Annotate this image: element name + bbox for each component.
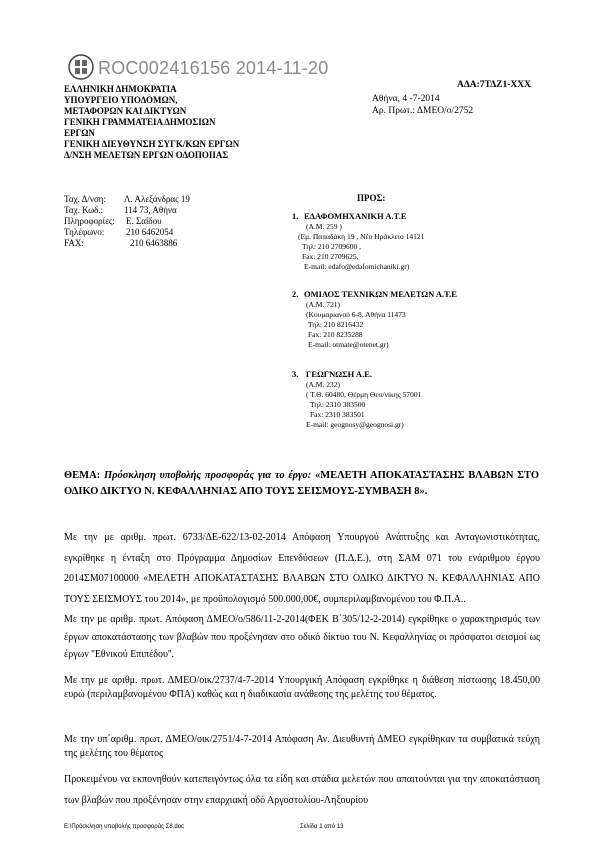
recipient-1: 1. ΕΔΑΦΟΜΗΧΑΝΙΚΗ Α.Τ.Ε (Α.Μ. 259 ) (Εμ. Παπαδάκη 19 , Νέο Ηράκλειο 14121 Τηλ: 210 2709600 , Fax: 210 2709625, E-mail: edafo@edafomichaniki.gr)	[292, 211, 425, 271]
paragraph-3: Με την με αριθμ. πρωτ. ΔΜΕΟ/οικ/2737/4-7-2014 Υπουργική Απόφαση εγκρίθηκε η διάθεση πίστωσης 18.450,00 ευρώ (περιλαμβανομένου ΦΠΑ) καθώς και η διαδικασία ανάθεσης της μελέτης του θέματος.	[64, 675, 540, 700]
recipient-name: ΓΕΩΓΝΩΣΗ Α.Ε.	[305, 369, 372, 379]
greek-emblem-icon	[68, 54, 94, 80]
sender-block	[64, 84, 239, 161]
contact-row: Τηλέφωνο: 210 6462054	[64, 227, 174, 237]
sender-line: ΕΡΓΩΝ	[64, 128, 95, 138]
subject-title: «ΜΕΛΕΤΗ ΑΠΟΚΑΤΑΣΤΑΣΗΣ ΒΛΑΒΩΝ ΣΤΟ ΟΔΙΚΟ ΔΙΚΤΥΟ Ν. ΚΕΦΑΛΛΗΝΙΑΣ ΑΠΟ ΤΟΥΣ ΣΕΙΣΜΟΥΣ-ΣΥΜΒΑΣΗ 8».	[64, 470, 540, 497]
sender-line: ΓΕΝΙΚΗ ΔΙΕΥΘΥΝΣΗ ΣΥΓΚ/ΚΩΝ ΕΡΓΩΝ	[64, 139, 240, 149]
footer-filename: E:\Πρόσκληση υποβολής προσφοράς Σ8.doc	[64, 824, 185, 830]
recipient-3: 3. ΓΕΩΓΝΩΣΗ Α.Ε. (Α.Μ. 232) ( Τ.Θ. 60480, Θέρμη Θεσ/νίκης 57001 Τηλ: 2310 383500 Fax: 2310 383501 E-mail: geognosy@geognosi.gr)	[292, 369, 422, 429]
subject-label: ΘΕΜΑ:	[64, 470, 101, 481]
contact-row: FAX: 210 6463886	[64, 238, 178, 248]
protocol-line: Αρ. Πρωτ.: ΔΜΕΟ/ο/2752	[372, 105, 474, 116]
paragraph-5: Προκειμένου να εκπονηθούν κατεπειγόντως όλα τα είδη και στάδια μελετών που απαιτούνται για την αποκατάσταση των βλαβών που προξένησαν στην επαρχιακή οδό Αργοστολίου-Ληξουρίου	[64, 774, 540, 806]
footer-page-number: Σελίδα 1 από 13	[300, 824, 344, 830]
sender-line: Δ/ΝΣΗ ΜΕΛΕΤΩΝ ΕΡΓΩΝ ΟΔΟΠΟΙΙΑΣ	[64, 150, 229, 160]
contact-row: Πληροφορίες: Ε. Σαΐδου	[64, 216, 162, 226]
paragraph-4: Με την υπ΄αριθμ. πρωτ. ΔΜΕΟ/οικ/2751/4-7-2014 Απόφαση Αν. Διευθυντή ΔΜΕΟ εγκρίθηκαν τα συμβατικά τεύχη της μελέτης του θέματος	[64, 734, 540, 759]
sender-line: ΓΕΝΙΚΗ ΓΡΑΜΜΑΤΕΙΑ ΔΗΜΟΣΙΩΝ	[64, 117, 216, 127]
recipient-name: ΕΔΑΦΟΜΗΧΑΝΙΚΗ Α.Τ.Ε	[304, 211, 407, 221]
ada-code: ΑΔΑ:7ΤΔΖ1-ΧΧΧ	[456, 80, 531, 90]
sender-line: ΥΠΟΥΡΓΕΙΟ ΥΠΟΔΟΜΩΝ,	[64, 95, 178, 105]
sender-line: ΜΕΤΑΦΟΡΩΝ ΚΑΙ ΔΙΚΤΥΩΝ	[64, 106, 187, 116]
document-stamp: ROC002416156 2014-11-20	[98, 58, 329, 78]
contact-row: Ταχ. Κωδ.: 114 73, Αθήνα	[64, 205, 177, 215]
date-line: Αθήνα, 4 -7-2014	[372, 94, 440, 104]
recipient-2: 2. ΟΜΙΛΟΣ ΤΕΧΝΙΚΩΝ ΜΕΛΕΤΩΝ Α.Τ.Ε (Α.Μ. 721) (Κουμαριανού 6-8, Αθήνα 11473 Τηλ: 210 8216432 Fax: 210 8235288 E-mail: otmate@otenet.gr)	[292, 289, 457, 349]
subject	[64, 468, 539, 500]
contact-row: Ταχ. Δ/νση: Λ. Αλεξάνδρας 19	[64, 194, 190, 204]
sender-line: ΕΛΛΗΝΙΚΗ ΔΗΜΟΚΡΑΤΙΑ	[64, 84, 177, 94]
pros-label: ΠΡΟΣ:	[357, 193, 386, 203]
subject-intro: Πρόσκληση υποβολής προσφοράς για το έργο:	[103, 470, 312, 481]
contact-block	[64, 194, 190, 249]
recipient-name: ΟΜΙΛΟΣ ΤΕΧΝΙΚΩΝ ΜΕΛΕΤΩΝ Α.Τ.Ε	[304, 289, 457, 299]
paragraph-2: Με την με αριθμ. πρωτ. Απόφαση ΔΜΕΟ/ο/586/11-2-2014(ΦΕΚ Β΄305/12-2-2014) εγκρίθηκε ο χαρακτηρισμός των έργων αποκατάστασης των βλαβών που προξένησαν στο οδικό δίκτυο του Ν. Κεφαλληνίας οι πρόσφατοι σεισμοί ως έργων ''Εθνικού Επιπέδου''.	[64, 614, 540, 660]
paragraph-1: Με την με αριθμ. πρωτ. 6733/ΔΕ-622/13-02-2014 Απόφαση Υπουργού Ανάπτυξης και Ανταγωνιστικότητας, εγκρίθηκε η ένταξη στο Πρόγραμμα Δημοσίων Επενδύσεων (Π.Δ.Ε.), στη ΣΑΜ 071 του ενάριθμου έργου 2014ΣΜ07100000 «ΜΕΛΕΤΗ ΑΠΟΚΑΤΑΣΤΑΣΗΣ ΒΛΑΒΩΝ ΣΤΟ ΟΔΙΚΟ ΔΙΚΤΥΟ Ν. ΚΕΦΑΛΛΗΝΙΑΣ ΑΠΟ ΤΟΥΣ ΣΕΙΣΜΟΥΣ του 2014», με προϋπολογισμό 500.000,00€, συμπεριλαμβανομένου του Φ.Π.Α..	[64, 532, 540, 605]
date-protocol	[372, 94, 473, 117]
